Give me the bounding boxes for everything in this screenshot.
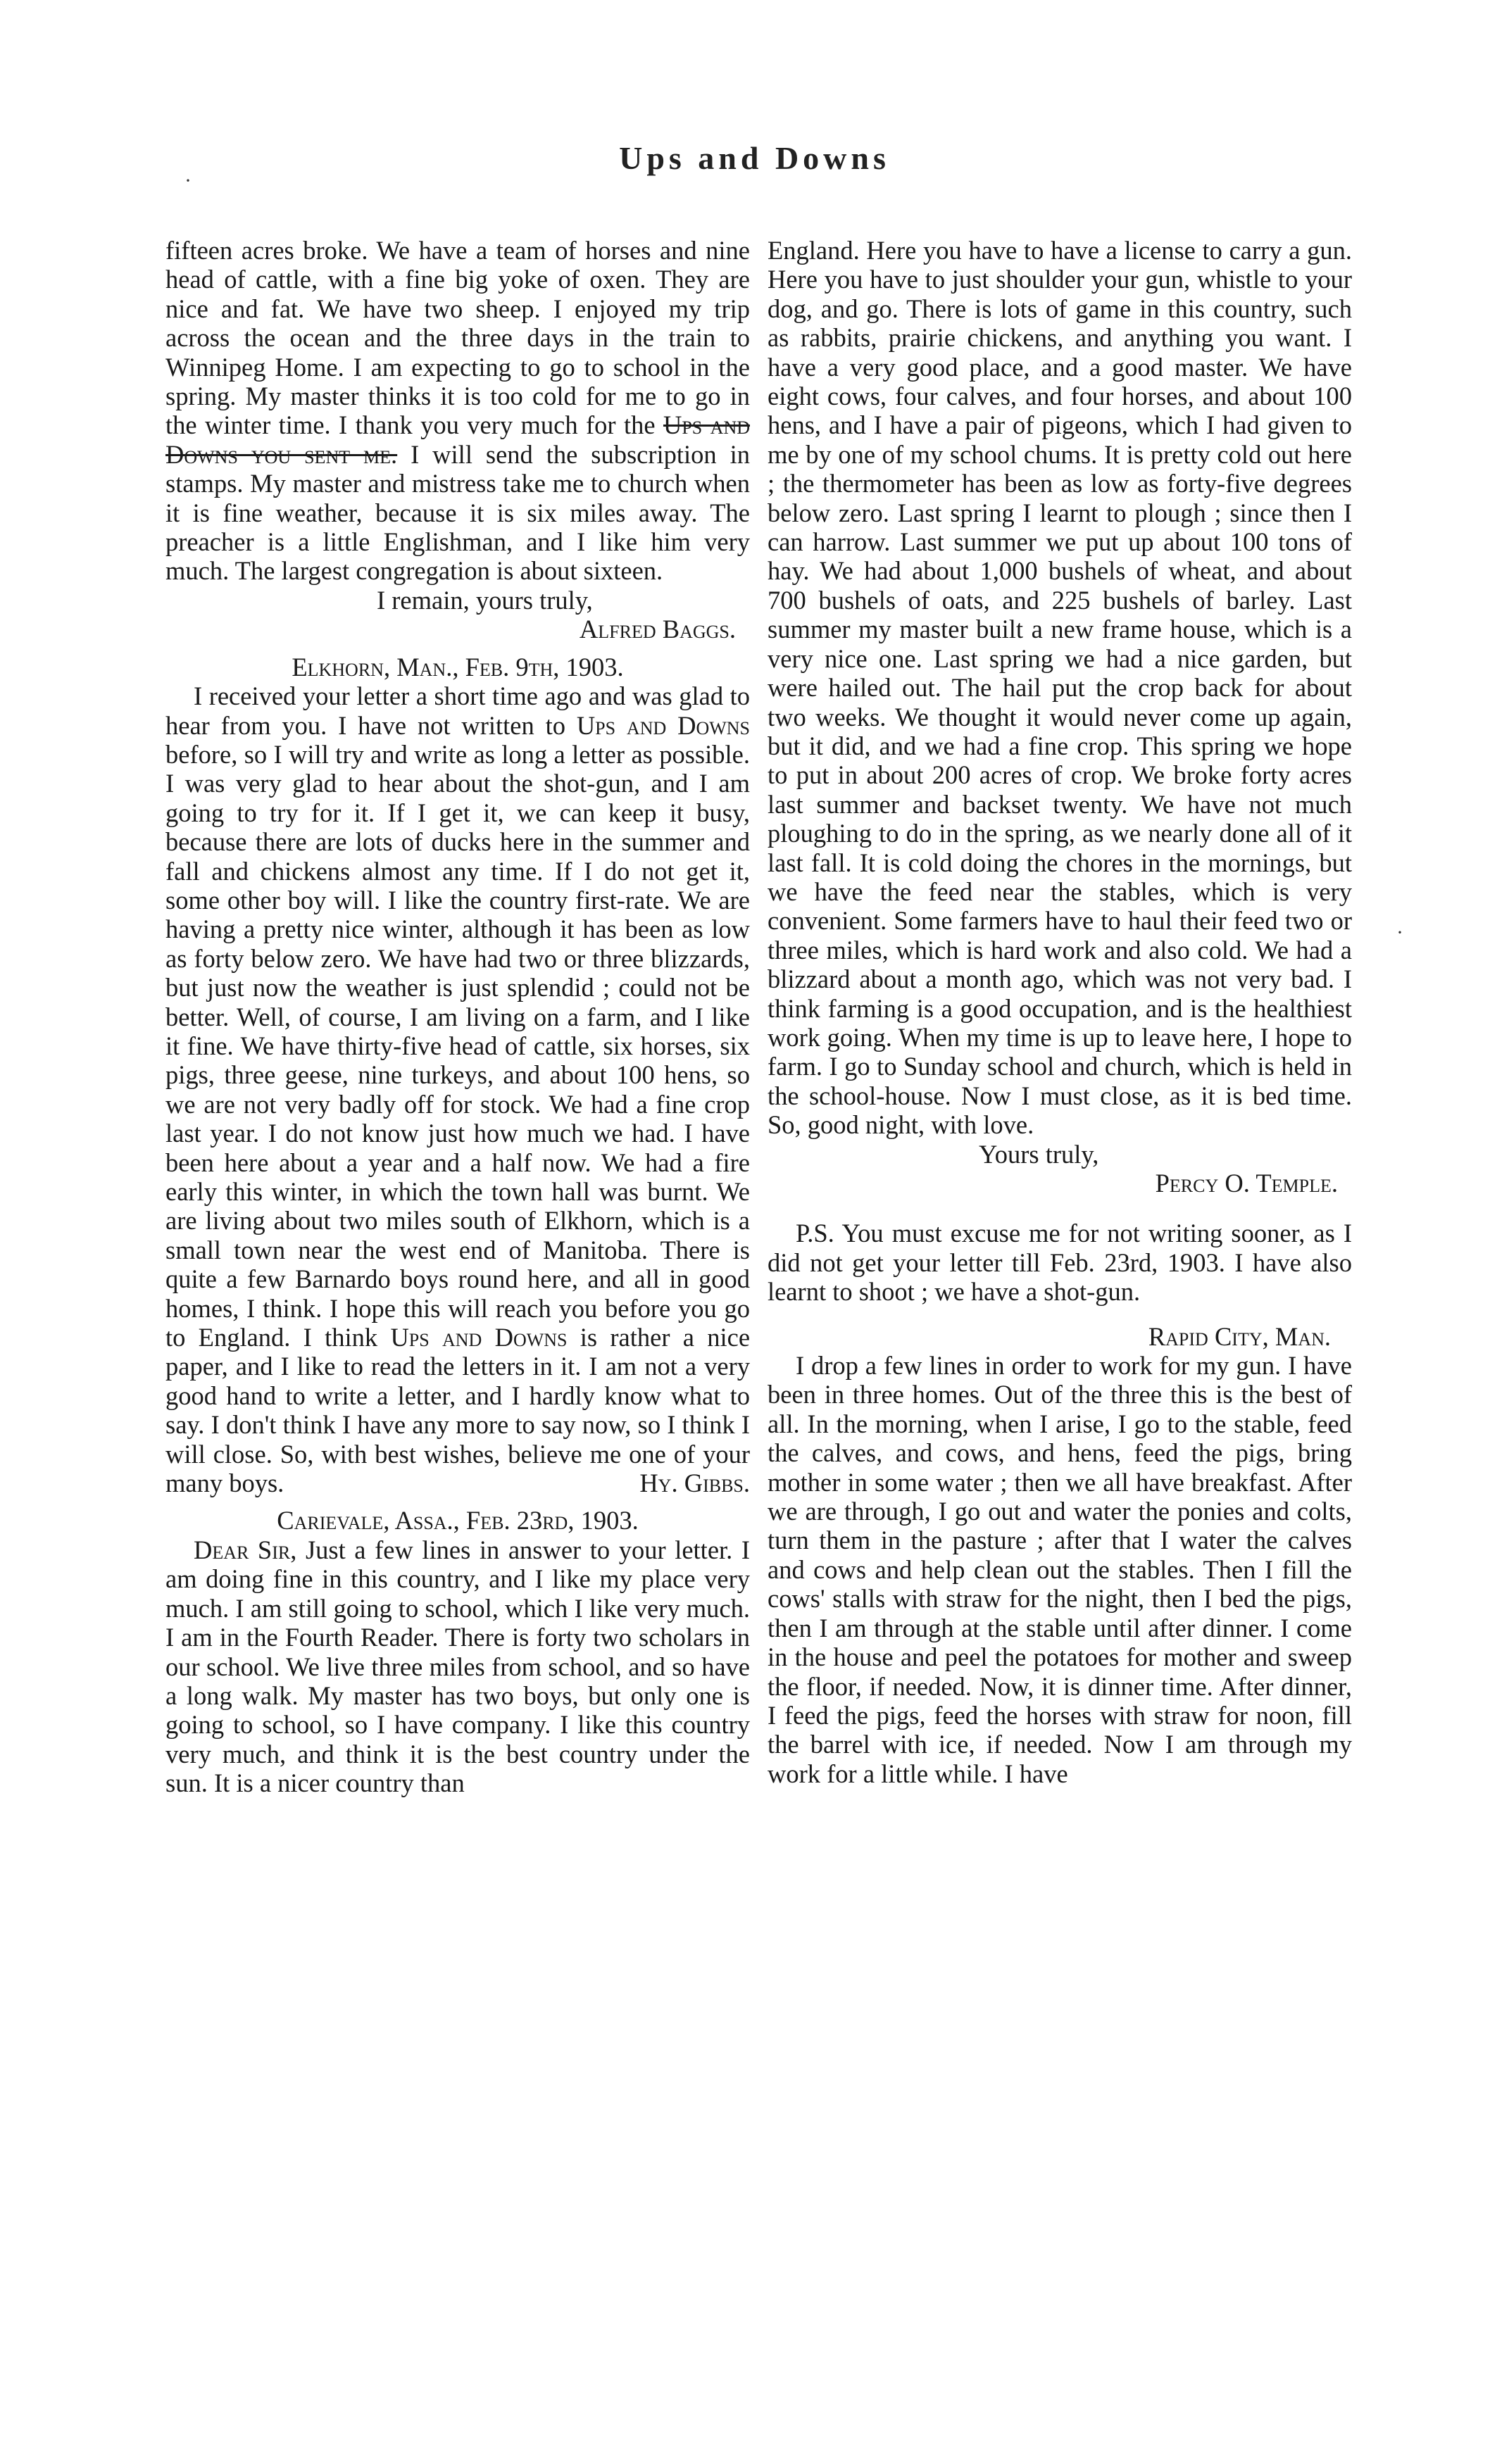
letter-2-dateline: Elkhorn, Man., Feb. 9th, 1903. xyxy=(292,652,624,681)
letter-4-dateline: Rapid City, Man. xyxy=(1148,1321,1331,1351)
page-header: Ups and Downs xyxy=(619,140,890,176)
postscript: P.S. You must excuse me for not writing sooner, as I did not get your letter till Feb. 23rd, 1903. I have also learnt to shoot ; we have a shot-gun. xyxy=(768,1219,1352,1307)
letter-1-closing: I remain, yours truly, xyxy=(377,585,593,615)
letter-3-continued: England. Here you have to have a license to carry a gun. Here you have to just shoulder your gun, whistle to your dog, and go. There is lots of game in this country, such as rabbits, prairie chickens, and anything you want. I have a very good place, and a good master. We have eight cows, four calves, and four horses, and about 100 hens, and I have a pair of pigeons, which I had given to me by one of my school chums. It is pretty cold out here ; the thermometer has been as low as forty-five degrees below zero. Last spring I learnt to plough ; since then I can harrow. Last summer we put up about 100 tons of hay. We had about 1,000 bushels of wheat, and about 700 bushels of oats, and 225 bushels of barley. Last summer my master built a new frame house, which is a very nice one. Last spring we had a nice garden, but were hailed out. The hail put the crop back for about two weeks. We thought it would never come up again, but it did, and we had a fine crop. This spring we hope to put in about 200 acres of crop. We broke forty acres last summer and backset twenty. We have not much ploughing to do in the spring, as we nearly done all of it last fall. It is cold doing the chores in the mornings, but we have the feed near the stables, which is very convenient. Some farmers have to haul their feed two or three miles, which is hard work and also cold. We had a blizzard about a month ago, which was not very bad. I think farming is a good occupation, and is the healthiest work going. When my time is up to leave here, I hope to farm. I go to Sunday school and church, which is held in the school-house. Now I must close, as it is bed time. So, good night, with love. xyxy=(768,236,1352,1140)
letter-3-dateline: Carievale, Assa., Feb. 23rd, 1903. xyxy=(277,1506,639,1535)
letter-3-signature: Percy O. Temple. xyxy=(1155,1169,1338,1198)
letter-1-text: fifteen acres broke. We have a team of horses and nine head of cattle, with a fine big yoke of oxen. They are nice and fat. We have two sheep. I enjoyed my trip across the ocean and the three days in the train to Winnipeg Home. I am expecting to go to school in the spring. My master thinks it is too cold for me to go in the winter time. I thank you very much for the Ups and Downs you sent me. I will send the subscription in stamps. My master and mistress take me to church when it is fine weather, because it is six miles away. The preacher is a little Englishman, and I like him very much. The largest congregation is about sixteen. xyxy=(165,236,750,586)
right-column xyxy=(768,236,1352,1788)
letter-4-text: I drop a few lines in order to work for my gun. I have been in three homes. Out of the three this is the best of all. In the morning, when I arise, I go to the stable, feed the calves, and cows, and hens, feed the pigs, bring mother in some water ; then we all have breakfast. After we are through, I go out and water the ponies and colts, turn them in the pasture ; after that I water the calves and cows and help clean out the stables. Then I fill the cows' stalls with straw for the night, then I bed the pigs, then I am through at the stable until after dinner. I come in the house and peel the potatoes for mother and sweep the floor, if needed. Now, it is dinner time. After dinner, I feed the pigs, feed the horses with straw for noon, fill the barrel with ice, if needed. Now I am through my work for a little while. I have xyxy=(768,1351,1352,1788)
left-column xyxy=(165,236,750,1798)
letter-1-signature: Alfred Baggs. xyxy=(579,615,736,644)
letter-2-text: I received your letter a short time ago and was glad to hear from you. I have not written to Ups and Downs before, so I will try and write as long a letter as possible. I was very glad to hear about the shot-gun, and I am going to try for it. If I get it, we can keep it busy, because there are lots of ducks here in the summer and fall and chickens almost any time. If I do not get it, some other boy will. I like the country first-rate. We are having a pretty nice winter, although it has been as low as forty below zero. We have had two or three blizzards, but just now the weather is just splendid ; could not be better. Well, of course, I am living on a farm, and I like it fine. We have thirty-five head of cattle, six horses, six pigs, three geese, nine turkeys, and about 100 hens, so we are not very badly off for stock. We had a fine crop last year. I do not know just how much we had. I have been here about a year and a half now. We had a fire early this winter, in which the town hall was burnt. We are living about two miles south of Elkhorn, which is a small town near the west end of Manitoba. There is quite a few Barnardo boys round here, and all in good homes, I think. I hope this will reach you before you go to England. I think Ups and Downs is rather a nice paper, and I like to read the letters in it. I am not a very good hand to write a letter, and I hardly know what to say. I don't think I have any more to say now, so I think I will close. So, with best wishes, believe me one of your many boys. Hy. Gibbs. xyxy=(165,681,751,1498)
letter-3-closing: Yours truly, xyxy=(979,1139,1099,1169)
letter-3-text: Dear Sir, Just a few lines in answer to your letter. I am doing fine in this country, and I like my place very much. I am still going to school, which I like very much. I am in the Fourth Reader. There is forty two scholars in our school. We live three miles from school, and so have a long walk. My master has two boys, but only one is going to school, so I have company. I like this country very much, and think it is the best country under the sun. It is a nicer country than xyxy=(165,1535,751,1798)
margin-mark: · xyxy=(184,169,192,192)
struck-text: Ups and Downs you sent me. xyxy=(165,410,750,469)
letter-2-signature: Hy. Gibbs. xyxy=(639,1469,750,1498)
margin-mark: · xyxy=(1396,921,1403,944)
